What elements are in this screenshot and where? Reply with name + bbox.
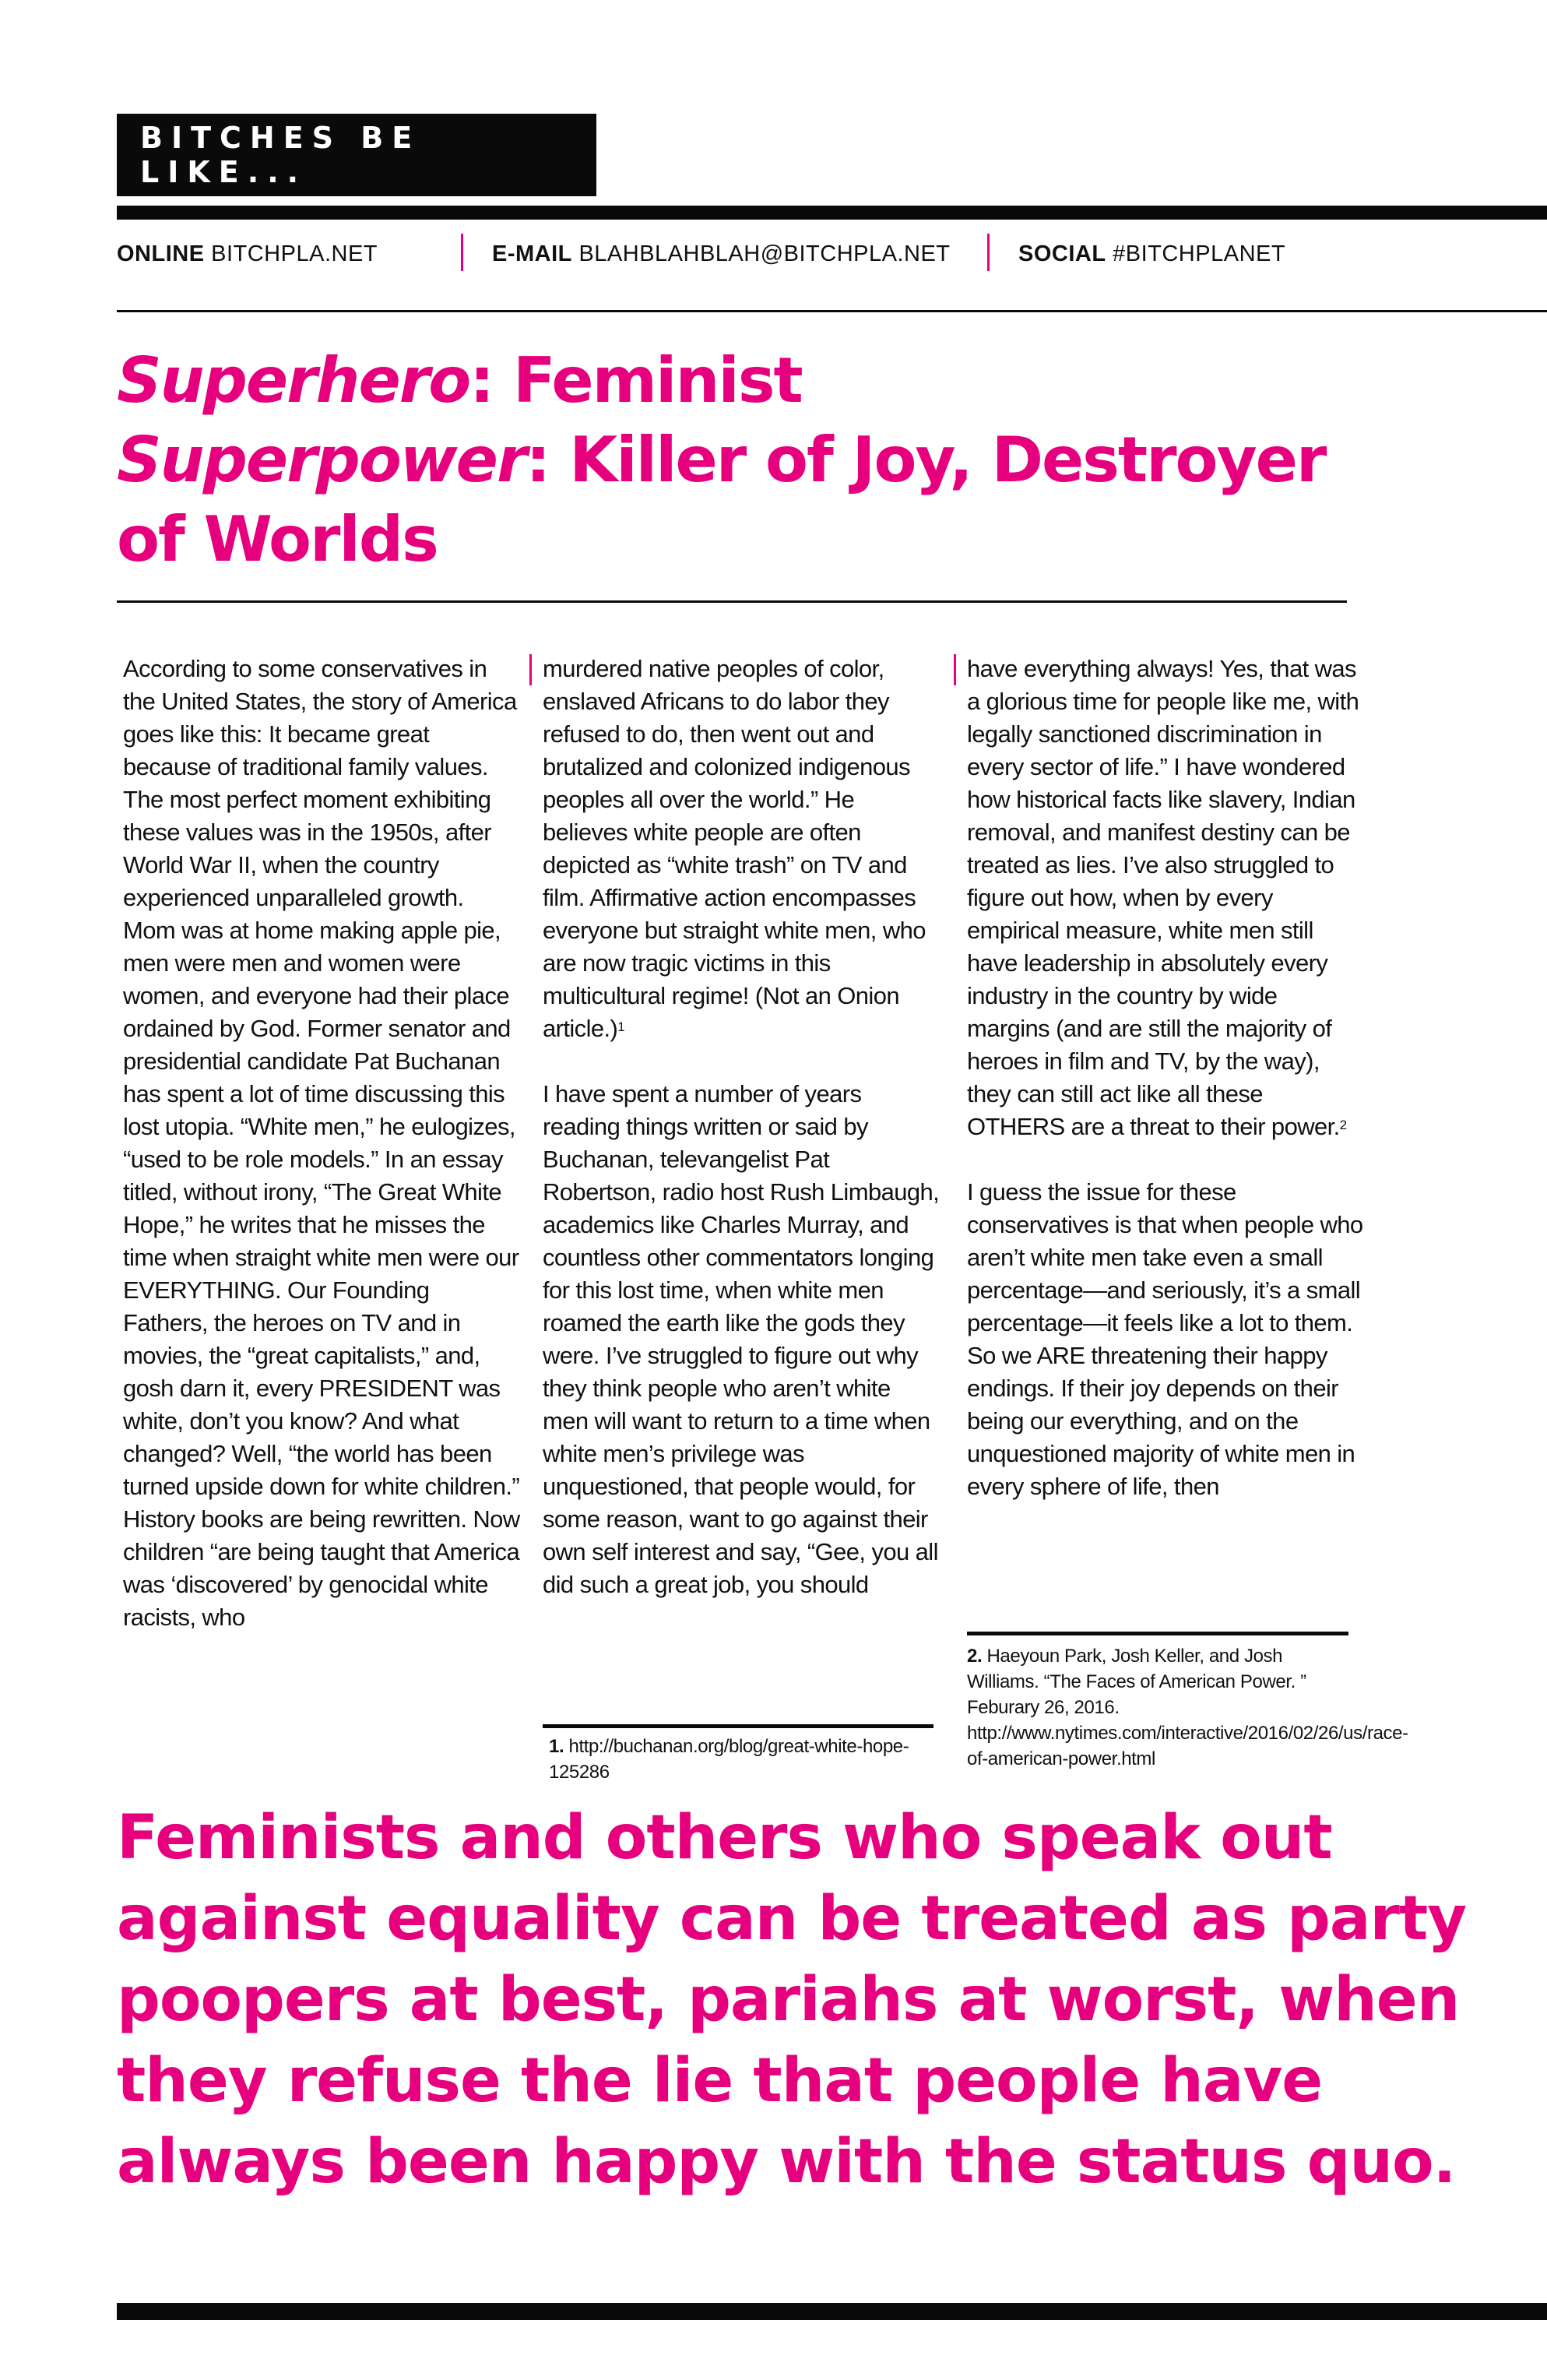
contact-social [1018,241,1285,267]
contact-rule [117,310,1547,312]
contact-online [117,241,378,267]
masthead-banner [117,114,596,196]
email-label: E-MAIL [492,241,572,266]
contact-separator [987,234,990,271]
masthead-title: BITCHES BE LIKE... [140,121,421,189]
footnote-text: Haeyoun Park, Josh Keller, and Josh Williams. “The Faces of American Power. ” Feburary 26, 2016. http://www.nytimes.com/interactive/2016/02/26/us/race-of-american-power.html [967,1646,1408,1769]
footnote-rule [967,1632,1348,1635]
top-rule [117,206,1547,220]
footnote-rule [543,1724,933,1728]
pull-quote: Feminists and others who speak out against equality can be treated as party poopers at best, pariahs at worst, when they refuse the lie that people have always been happy with the status quo. [117,1803,1467,2197]
body-paragraph: According to some conservatives in the United States, the story of America goes like this: It became great because of traditional family values. The most perfect moment exhibiting these values was in the 1950s, after World War II, when the country experienced unparalleled growth. Mom was at home making apple pie, men were men and women were women, and everyone had their place ordained by God. Former senator and presidential candidate Pat Buchanan has spent a lot of time discussing this lost utopia. “White men,” he eulogizes, “used to be role models.” In an essay titled, without irony, “The Great White Hope,” he writes that he misses the time when straight white men were our EVERYTHING. Our Founding Fathers, the heroes on TV and in movies, the “great capitalists,” and, gosh darn it, every PRESIDENT was white, don’t you know? And what changed? Well, “the world has been turned upside down for white children.” History books are being rewritten. Now children “are being taught that America was ‘discovered’ by genocidal white racists, who [123,655,520,1631]
body-column-3 [967,653,1364,1536]
body-paragraph: I guess the issue for these conservatives is that when people who aren’t white men take even a small percentage—and seriously, it’s a small percentage—it feels like a lot to them. So we ARE threatening their happy endings. If their joy depends on their being our everything, and on the unquestioned majority of white men in every sphere of life, then [967,1178,1363,1500]
body-paragraph-text: have everything always! Yes, that was a glorious time for people like me, with legally sanctioned discrimination in every sector of life.” I have wondered how historical facts like slavery, Indian removal, and manifest destiny can be treated as lies. I’ve also struggled to figure out how, when by every empirical measure, white men still have leadership in absolutely every industry in the country by wide margins (and are still the majority of heroes in film and TV, by the way), they can still act like all these OTHERS are a threat to their power. [967,655,1359,1140]
body-paragraph [543,653,940,1045]
footnote-2 [967,1643,1408,1772]
footnote-number: 2. [967,1646,983,1667]
headline-line-2 [117,424,1325,576]
body-paragraph-text: murdered native peoples of color, enslaved Africans to do labor they refused to do, then went out and brutalized and colonized indigenous peoples all over the world.” He believes white people are often depicted as “white trash” on TV and film. Affirmative action encompasses everyone but straight white men, who are now tragic victims in this multicultural regime! (Not an Onion article.) [543,655,926,1042]
headline-hero-value: : Feminist [469,344,802,417]
column-separator [954,654,956,685]
headline-line-1 [117,344,802,417]
bottom-rule [117,2303,1547,2320]
social-value: #BITCHPLANET [1113,241,1286,266]
online-label: ONLINE [117,241,205,266]
body-paragraph: I have spent a number of years reading things written or said by Buchanan, televangelist Pat Robertson, radio host Rush Limbaugh, academics like Charles Murray, and countless other commentators longing for this lost time, when white men roamed the earth like the gods they were. I’ve struggled to figure out why they think people who aren’t white men will want to return to a time when white men’s privilege was unquestioned, that people would, for some reason, want to go against their own self interest and say, “Gee, you all did such a great job, you should [543,1080,940,1598]
headline-hero-label: Superhero [117,344,470,417]
contact-bar [117,234,1547,280]
article-headline [117,341,1362,579]
footnote-number: 1. [549,1736,564,1757]
email-value: BLAHBLAHBLAH@BITCHPLA.NET [578,241,951,266]
footnote-link[interactable]: http://buchanan.org/blog/great-white-hope-125286 [549,1736,909,1783]
online-value: BITCHPLA.NET [211,241,378,266]
column-separator [529,654,532,685]
footnote-1 [549,1734,930,1785]
headline-power-value: : Killer of Joy, Destroyer of Worlds [117,424,1326,576]
body-column-2 [543,653,940,1634]
headline-rule [117,600,1347,603]
footnote-marker: 2 [1339,1118,1347,1132]
social-label: SOCIAL [1018,241,1106,266]
headline-power-label: Superpower [117,424,526,496]
footnote-marker: 1 [617,1019,625,1034]
body-column-1 [123,653,520,1667]
contact-email [492,241,951,267]
body-paragraph [967,653,1364,1143]
contact-separator [461,234,463,271]
